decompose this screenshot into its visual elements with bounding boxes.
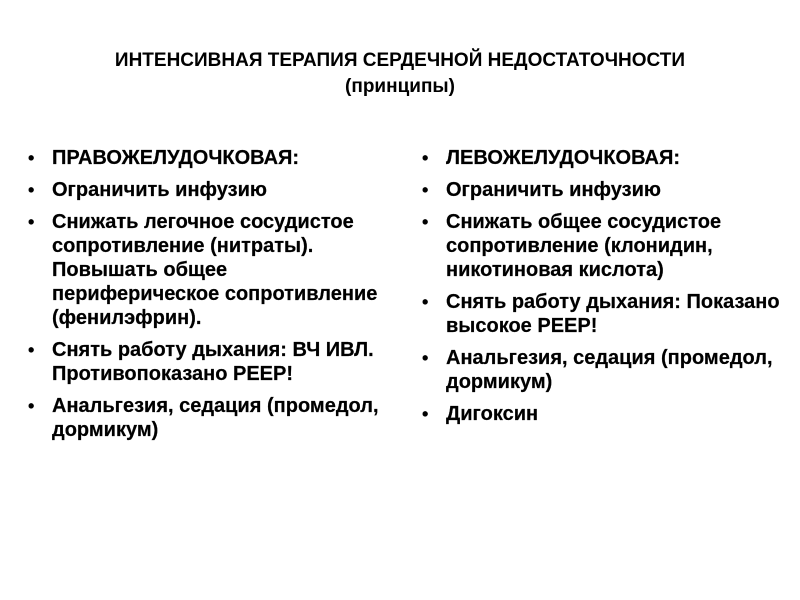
list-item <box>412 402 784 426</box>
right-column-list <box>412 146 784 434</box>
title-line-1: ИНТЕНСИВНАЯ ТЕРАПИЯ СЕРДЕЧНОЙ НЕДОСТАТОЧНОСТИ <box>114 50 686 71</box>
left-column-list <box>18 146 396 450</box>
list-item-text: Снять работу дыхания: ВЧ ИВЛ. Противопоказано PEEP! <box>52 339 374 385</box>
bullet-dot-icon: • <box>28 340 35 360</box>
list-item-text: Ограничить инфузию <box>446 179 661 201</box>
list-item-text: Дигоксин <box>446 403 539 425</box>
list-item <box>18 178 396 202</box>
list-item <box>412 178 784 202</box>
list-item-text: Анальгезия, седация (промедол, дормикум) <box>52 395 379 441</box>
list-item-text: Снижать общее сосудистое сопротивление (клонидин, никотиновая кислота) <box>446 211 722 281</box>
list-item <box>412 346 784 394</box>
list-item <box>412 210 784 282</box>
bullet-dot-icon: • <box>422 180 429 200</box>
list-item <box>412 146 784 170</box>
bullet-dot-icon: • <box>422 212 429 232</box>
list-item-text: ЛЕВОЖЕЛУДОЧКОВАЯ: <box>446 147 681 169</box>
slide-title <box>0 48 800 100</box>
list-item <box>18 210 396 330</box>
list-item-text: Снять работу дыхания: Показано высокое PEEP! <box>446 291 780 337</box>
list-item <box>412 290 784 338</box>
bullet-dot-icon: • <box>422 348 429 368</box>
title-line-2: (принципы) <box>345 76 455 97</box>
bullet-dot-icon: • <box>422 148 429 168</box>
bullet-dot-icon: • <box>28 212 35 232</box>
list-item-text: Ограничить инфузию <box>52 179 267 201</box>
list-item <box>18 338 396 386</box>
list-item-text: Снижать легочное сосудистое сопротивление (нитраты). Повышать общее периферическое сопротивление (фенилэфрин). <box>52 211 378 329</box>
bullet-dot-icon: • <box>28 396 35 416</box>
list-item <box>18 394 396 442</box>
list-item <box>18 146 396 170</box>
bullet-dot-icon: • <box>28 180 35 200</box>
list-item-text: ПРАВОЖЕЛУДОЧКОВАЯ: <box>52 147 300 169</box>
bullet-dot-icon: • <box>28 148 35 168</box>
bullet-dot-icon: • <box>422 404 429 424</box>
bullet-dot-icon: • <box>422 292 429 312</box>
list-item-text: Анальгезия, седация (промедол, дормикум) <box>446 347 773 393</box>
